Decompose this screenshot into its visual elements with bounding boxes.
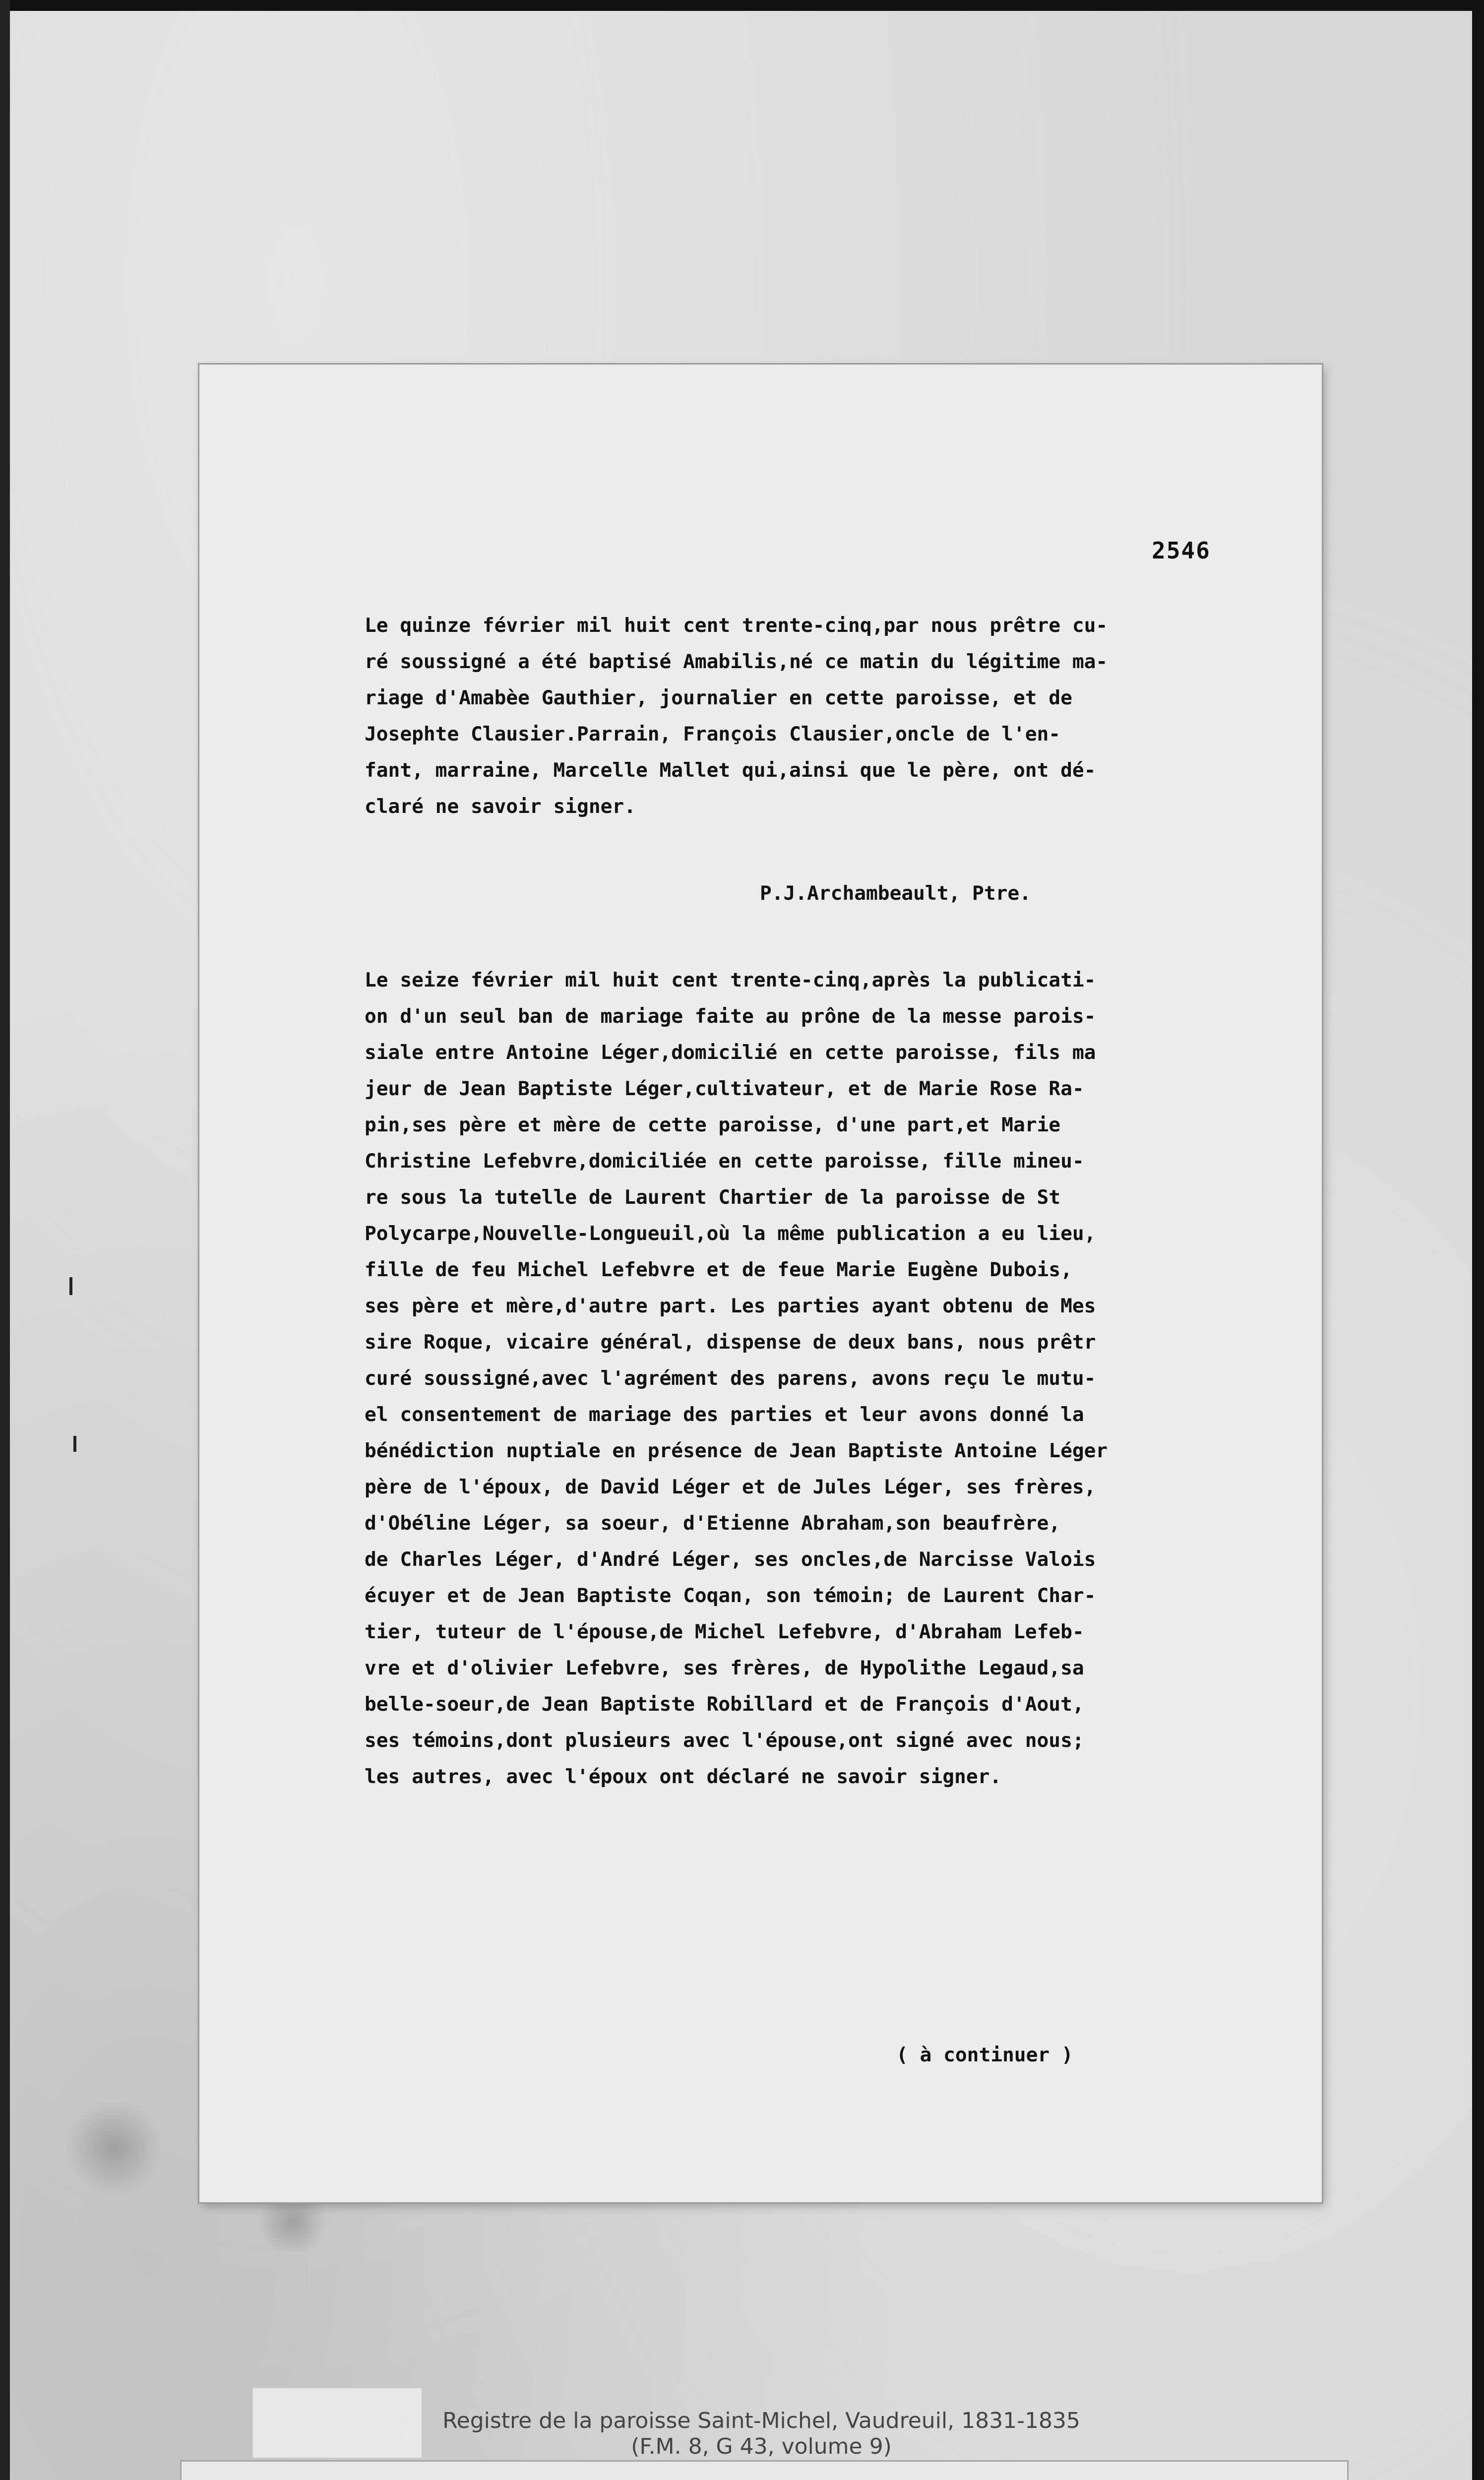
film-border-left <box>0 0 10 2480</box>
text-line: jeur de Jean Baptiste Léger,cultivateur, et de Marie Rose Ra- <box>365 1077 1084 1100</box>
marriage-entry <box>365 962 1277 1795</box>
text-line: belle-soeur,de Jean Baptiste Robillard et de François d'Aout, <box>365 1693 1084 1716</box>
priest-signature: P.J.Archambeault, Ptre. <box>760 882 1031 905</box>
text-line: claré ne savoir signer. <box>365 795 636 818</box>
text-line: bénédiction nuptiale en présence de Jean Baptiste Antoine Léger <box>365 1439 1108 1462</box>
baptism-entry <box>365 608 1277 825</box>
text-line: Christine Lefebvre,domiciliée en cette paroisse, fille mineu- <box>365 1150 1084 1173</box>
continue-note: ( à continuer ) <box>896 2044 1073 2066</box>
text-line: riage d'Amabèe Gauthier, journalier en cette paroisse, et de <box>365 686 1072 709</box>
margin-mark <box>73 1436 76 1452</box>
text-line: père de l'époux, de David Léger et de Jules Léger, ses frères, <box>365 1476 1096 1498</box>
archive-label-card <box>180 2460 1349 2480</box>
text-line: Le seize février mil huit cent trente-cinq,après la publicati- <box>365 969 1096 992</box>
text-line: fant, marraine, Marcelle Mallet qui,ainsi que le père, ont dé- <box>365 759 1096 782</box>
text-line: re sous la tutelle de Laurent Chartier de la paroisse de St <box>365 1186 1061 1209</box>
paper-scrap <box>253 2388 422 2458</box>
text-line: sire Roque, vicaire général, dispense de deux bans, nous prêtr <box>365 1331 1096 1354</box>
text-line: siale entre Antoine Léger,domicilié en cette paroisse, fils ma <box>365 1041 1096 1064</box>
text-line: on d'un seul ban de mariage faite au prône de la messe parois- <box>365 1005 1096 1028</box>
text-line: Josephte Clausier.Parrain, François Clausier,oncle de l'en- <box>365 723 1061 745</box>
text-line: curé soussigné,avec l'agrément des parens, avons reçu le mutu- <box>365 1367 1096 1390</box>
text-line: de Charles Léger, d'André Léger, ses oncles,de Narcisse Valois <box>365 1548 1096 1571</box>
text-line: Le quinze février mil huit cent trente-cinq,par nous prêtre cu- <box>365 614 1108 637</box>
source-citation <box>409 2408 1113 2460</box>
text-line: pin,ses père et mère de cette paroisse, d'une part,et Marie <box>365 1114 1061 1136</box>
text-line: d'Obéline Léger, sa soeur, d'Etienne Abraham,son beaufrère, <box>365 1512 1061 1535</box>
text-line: vre et d'olivier Lefebvre, ses frères, de Hypolithe Legaud,sa <box>365 1657 1084 1679</box>
page-number: 2546 <box>1152 537 1211 564</box>
text-line: ses père et mère,d'autre part. Les parties ayant obtenu de Mes <box>365 1295 1096 1317</box>
film-border-top <box>0 0 1484 11</box>
margin-mark <box>69 1277 72 1295</box>
register-page <box>199 365 1322 2202</box>
text-line: ré soussigné a été baptisé Amabilis,né ce matin du légitime ma- <box>365 650 1108 673</box>
text-line: Polycarpe,Nouvelle-Longueuil,où la même publication a eu lieu, <box>365 1222 1096 1245</box>
film-smudge <box>64 2098 164 2197</box>
text-line: fille de feu Michel Lefebvre et de feue Marie Eugène Dubois, <box>365 1258 1072 1281</box>
text-line: el consentement de mariage des parties et leur avons donné la <box>365 1403 1084 1426</box>
film-border-right <box>1472 0 1484 2480</box>
text-line: les autres, avec l'époux ont déclaré ne savoir signer. <box>365 1765 1002 1788</box>
citation-line: Registre de la paroisse Saint-Michel, Vaudreuil, 1831-1835 <box>442 2408 1080 2433</box>
text-line: tier, tuteur de l'épouse,de Michel Lefebvre, d'Abraham Lefeb- <box>365 1620 1084 1643</box>
citation-line: (F.M. 8, G 43, volume 9) <box>631 2434 892 2459</box>
text-line: ses témoins,dont plusieurs avec l'épouse,ont signé avec nous; <box>365 1729 1084 1752</box>
text-line: écuyer et de Jean Baptiste Coqan, son témoin; de Laurent Char- <box>365 1584 1096 1607</box>
